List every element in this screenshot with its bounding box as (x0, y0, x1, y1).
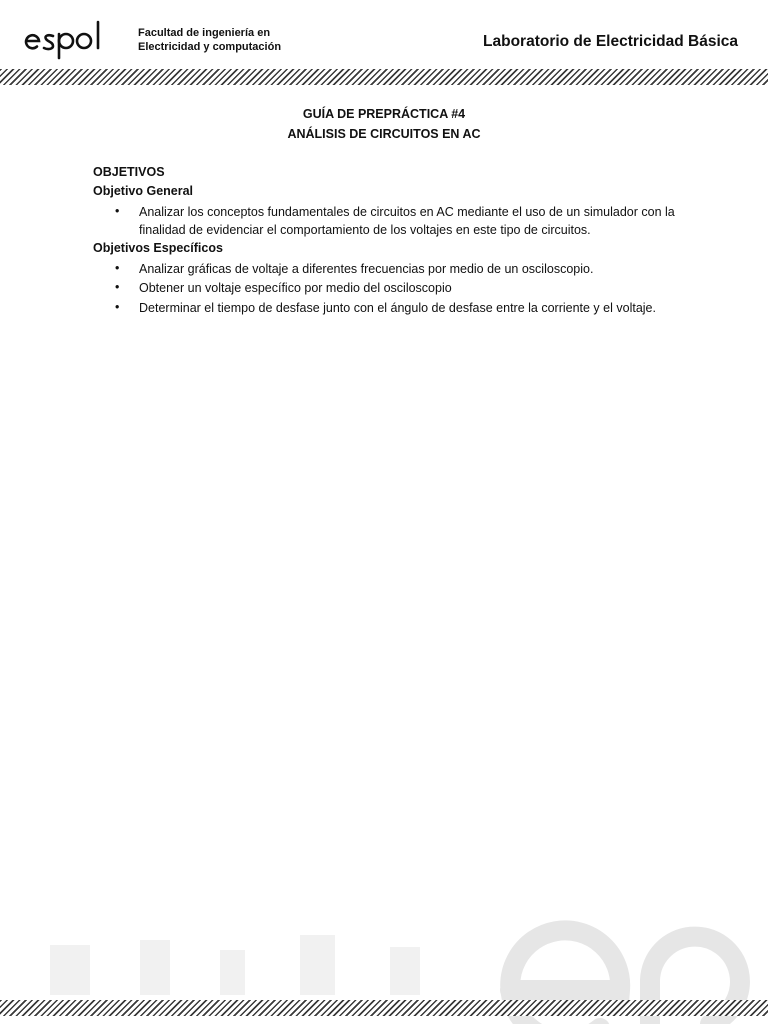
specific-objective-item: Analizar gráficas de voltaje a diferentes frecuencias por medio de un osciloscopio. (139, 262, 594, 276)
faculty-line-2: Electricidad y computación (138, 41, 282, 53)
faint-background-pattern (30, 925, 470, 1005)
faculty-line-1: Facultad de ingeniería en (138, 27, 271, 39)
faculty-name (138, 26, 281, 54)
bullet: • (115, 280, 120, 294)
specific-objectives-heading: Objetivos Específicos (93, 241, 223, 255)
bullet: • (115, 261, 120, 275)
specific-objective-item: Obtener un voltaje específico por medio del osciloscopio (139, 281, 452, 295)
general-objective-item: Analizar los conceptos fundamentales de circuitos en AC mediante el uso de un simulador con la finalidad de evidenciar el comportamiento de los voltajes en este tipo de circuitos. (139, 205, 675, 237)
bullet: • (115, 204, 120, 218)
document-subtitle: ANÁLISIS DE CIRCUITOS EN AC (287, 127, 481, 141)
page-header (0, 0, 768, 70)
document-title: GUÍA DE PREPRÁCTICA #4 (302, 107, 466, 121)
general-objective-heading: Objetivo General (93, 184, 194, 198)
specific-objective-item: Determinar el tiempo de desfase junto con el ángulo de desfase entre la corriente y el voltaje. (139, 301, 656, 315)
footer-stripe-divider (0, 1000, 768, 1016)
lab-title: Laboratorio de Electricidad Básica (483, 33, 738, 50)
objectives-heading: OBJETIVOS (93, 165, 165, 179)
header-stripe-divider (0, 69, 768, 85)
espol-logo (22, 14, 124, 62)
bullet: • (115, 300, 120, 314)
